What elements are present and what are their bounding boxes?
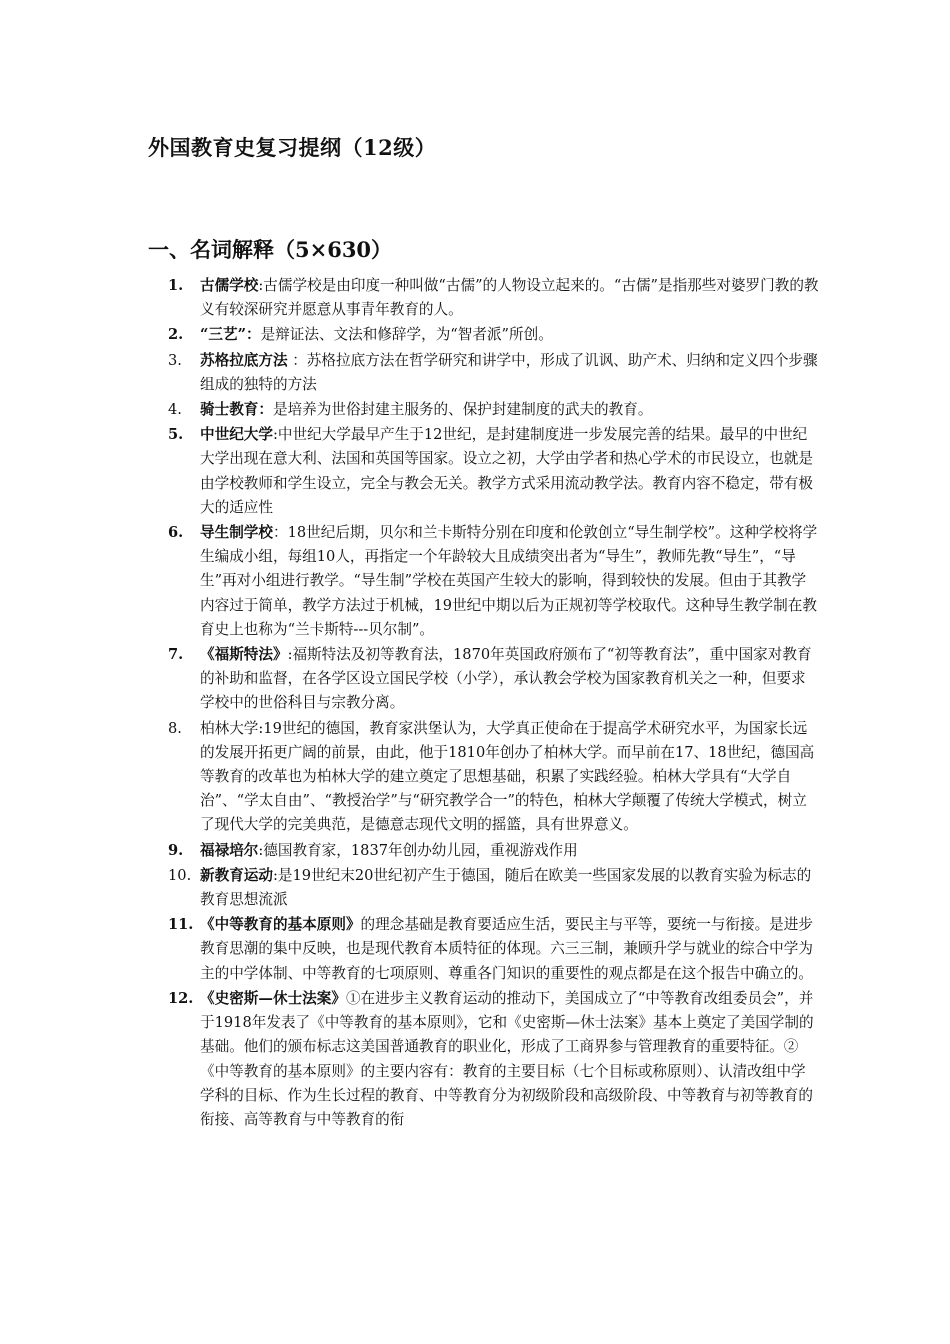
item-number: 8. bbox=[168, 719, 182, 737]
item-description: :福斯特法及初等教育法，1870年英国政府颁布了“初等教育法”，重中国家对教育的补助和监督，在各学区设立国民学校（小学），承认教会学校为国家教育机关之一种，但要求学校中的世俗科目与宗教分离。 bbox=[200, 646, 812, 712]
item-term: 古儒学校 bbox=[200, 277, 259, 294]
item-term: 《史密斯—休士法案》 bbox=[200, 989, 346, 1007]
item-description: 是辩证法、文法和修辞学，为“智者派”所创。 bbox=[260, 326, 553, 344]
list-item bbox=[160, 864, 820, 912]
item-description: :古儒学校是由印度一种叫做“古儒”的人物设立起来的。“古儒”是指那些对婆罗门教的教义有较深研究并愿意从事青年教育的人。 bbox=[200, 277, 819, 319]
list-item bbox=[160, 987, 820, 1132]
list-item bbox=[160, 323, 820, 347]
item-description: :中世纪大学最早产生于12世纪，是封建制度进一步发展完善的结果。最早的中世纪大学出现在意大利、法国和英国等国家。设立之初，大学由学者和热心学术的市民设立，也就是由学校教师和学生设立，完全与教会无关。教学方式采用流动教学法。教育内容不稳定，带有极大的适应性 bbox=[200, 426, 813, 516]
term-list bbox=[160, 274, 820, 1133]
item-term: “三艺”： bbox=[200, 326, 261, 344]
list-item bbox=[160, 643, 820, 716]
list-item bbox=[160, 839, 820, 863]
item-description: 的理念基础是教育要适应生活，要民主与平等，要统一与衔接。是进步教育思潮的集中反映，也是现代教育本质特征的体现。六三三制，兼顾升学与就业的综合中学为主的中学体制、中等教育的七项原则、尊重各门知识的重要性的观点都是在这个报告中确立的。 bbox=[200, 916, 813, 982]
item-description: ①在进步主义教育运动的推动下，美国成立了“中等教育改组委员会”，并于1918年发表了《中等教育的基本原则》，它和《史密斯—休士法案》基本上奠定了美国学制的基础。他们的颁布标志这美国普通教育的职业化，形成了工商界参与管理教育的重要特征。②《中等教育的基本原则》的主要内容有：教育的主要目标（七个目标或称原则）、认清改组中学学科的目标、作为生长过程的教育、中等教育分为初级阶段和高级阶段、中等教育与初等教育的衔接、高等教育与中等教育的衔 bbox=[200, 989, 814, 1128]
document-title: 外国教育史复习提纲（12级） bbox=[148, 135, 437, 160]
item-description: 是培养为世俗封建主服务的、保护封建制度的武夫的教育。 bbox=[272, 401, 653, 419]
list-item bbox=[160, 913, 820, 986]
item-term: 导生制学校 bbox=[200, 524, 273, 542]
section-heading: 一、名词解释（5×630） bbox=[148, 237, 393, 262]
list-item bbox=[160, 274, 820, 322]
item-number: 3. bbox=[168, 351, 182, 369]
item-term: 《福斯特法》 bbox=[200, 646, 288, 664]
item-term: 骑士教育： bbox=[200, 401, 273, 419]
item-description: :德国教育家，1837年创办幼儿园，重视游戏作用 bbox=[258, 841, 578, 859]
item-number: 7. bbox=[168, 646, 184, 664]
item-description: ：苏格拉底方法在哲学研究和讲学中，形成了讥讽、助产术、归纳和定义四个步骤组成的独特的方法 bbox=[200, 351, 818, 393]
item-description: :是19世纪末20世纪初产生于德国，随后在欧美一些国家发展的以教育实验为标志的教育思想流派 bbox=[200, 866, 812, 909]
item-description: ：18世纪后期，贝尔和兰卡斯特分别在印度和伦敦创立“导生制学校”。这种学校将学生编成小组，每组10人，再指定一个年龄较大且成绩突出者为“导生”，教师先教“导生”，“导生”再对小组进行教学。“导生制”学校在英国产生较大的影响，得到较快的发展。但由于其教学内容过于简单，教学方法过于机械，19世纪中期以后为正规初等学校取代。这种导生教学制在教育史上也称为“兰卡斯特---贝尔制”。 bbox=[200, 524, 818, 638]
item-description: 柏林大学:19世纪的德国，教育家洪堡认为，大学真正使命在于提高学术研究水平，为国家长远的发展开拓更广阔的前景，由此，他于1810年创办了柏林大学。而早前在17、18世纪，德国高等教育的改革也为柏林大学的建立奠定了思想基础，积累了实践经验。柏林大学具有“大学自治”、“学太自由”、“教授治学”与“研究教学合一”的特色，柏林大学颠覆了传统大学模式，树立了现代大学的完美典范，是德意志现代文明的摇篮，具有世界意义。 bbox=[200, 719, 815, 834]
list-item bbox=[160, 423, 820, 520]
list-item bbox=[160, 717, 820, 838]
item-number: 5. bbox=[168, 426, 184, 444]
item-number: 2. bbox=[168, 326, 184, 344]
list-item bbox=[160, 398, 820, 422]
item-term: 福禄培尔 bbox=[200, 841, 259, 859]
item-term: 《中等教育的基本原则》 bbox=[200, 916, 361, 934]
item-term: 新教育运动 bbox=[200, 866, 273, 884]
item-term: 中世纪大学 bbox=[200, 426, 273, 444]
item-term: 苏格拉底方法 bbox=[200, 351, 288, 369]
list-item bbox=[160, 521, 820, 642]
item-number: 9. bbox=[168, 841, 184, 859]
item-number: 1. bbox=[168, 277, 184, 294]
item-number: 12. bbox=[168, 989, 194, 1007]
item-number: 10. bbox=[168, 866, 192, 884]
item-number: 4. bbox=[168, 401, 182, 419]
item-number: 6. bbox=[168, 524, 184, 542]
list-item bbox=[160, 349, 820, 397]
item-number: 11. bbox=[168, 916, 194, 934]
